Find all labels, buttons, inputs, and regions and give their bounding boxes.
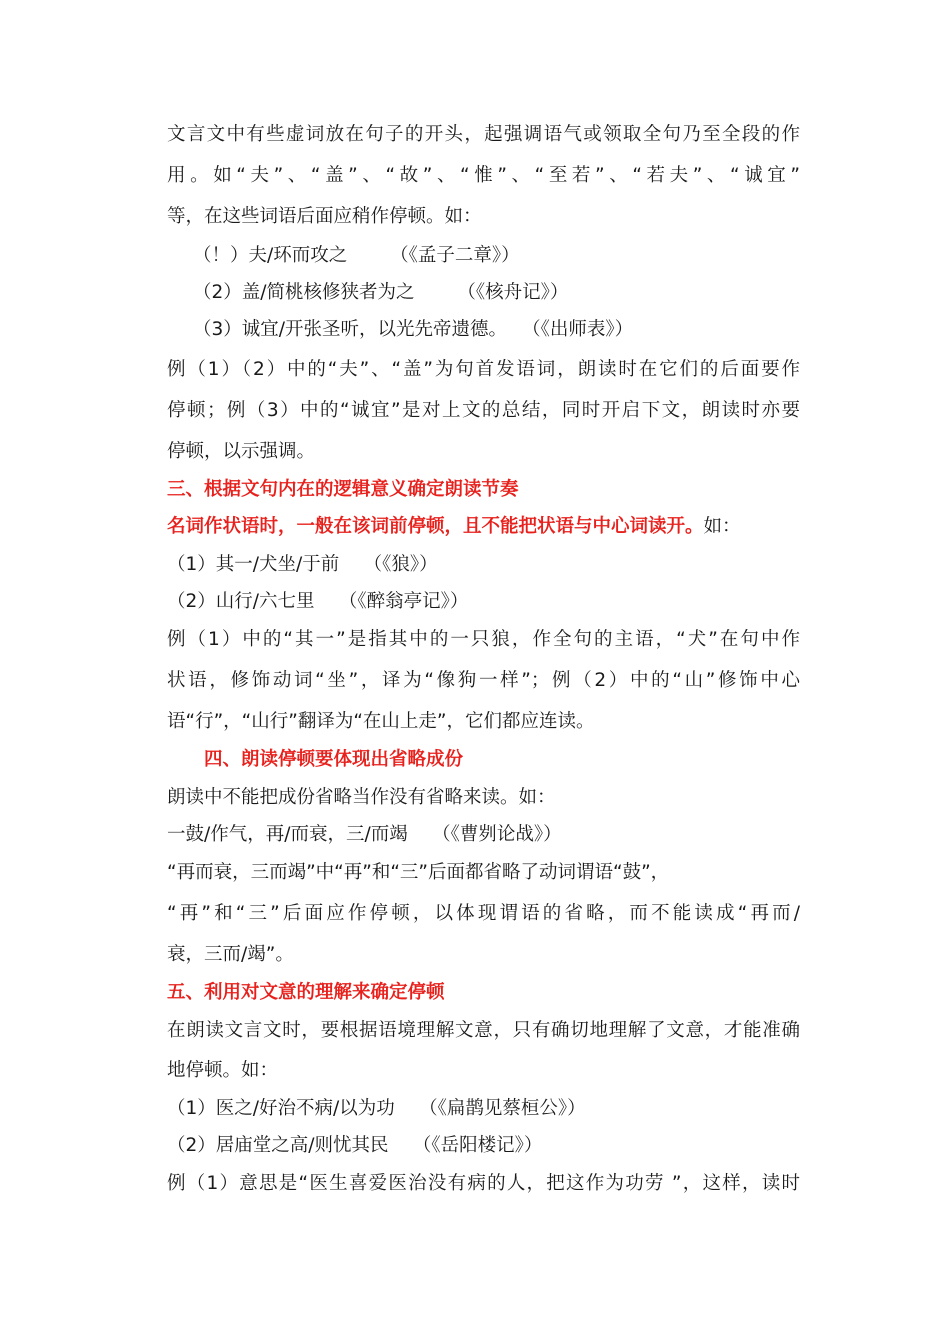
paragraph-line: 例（1）（2）中的“夫”、“盖”为句首发语词，朗读时在它们的后面要作 xyxy=(167,359,800,380)
example-line: （2）山行/六七里 （《醉翁亭记》） xyxy=(167,591,469,612)
paragraph-line: 状语，修饰动词“坐”，译为“像狗一样”；例（2）中的“山”修饰中心 xyxy=(167,670,800,691)
paragraph-line: 停顿，以示强调。 xyxy=(167,441,316,462)
paragraph-line: 停顿；例（3）中的“诚宜”是对上文的总结，同时开启下文，朗读时亦要 xyxy=(167,400,800,421)
example-line: 一鼓/作气，再/而衰，三/而竭 （《曹刿论战》） xyxy=(167,824,562,845)
example-line: （1）医之/好治不病/以为功 （《扁鹊见蔡桓公》） xyxy=(167,1098,586,1119)
paragraph-line: 文言文中有些虚词放在句子的开头，起强调语气或领取全句乃至全段的作 xyxy=(167,124,800,145)
example-line: （2）盖/简桃核修狭者为之 （《核舟记》） xyxy=(193,282,569,303)
paragraph-line: 等，在这些词语后面应稍作停顿。如： xyxy=(167,206,482,227)
example-line: （3）诚宜/开张圣听，以光先帝遗德。 （《出师表》） xyxy=(193,319,634,340)
rule-suffix: 如： xyxy=(703,516,741,537)
rule-line xyxy=(167,515,741,539)
paragraph-line: 例（1）中的“其一”是指其中的一只狼，作全句的主语，“犬”在句中作 xyxy=(167,629,800,650)
paragraph-line: 用。如“夫”、“盖”、“故”、“惟”、“至若”、“若夫”、“诚宜” xyxy=(167,165,800,186)
example-line: （！）夫/环而攻之 （《孟子二章》） xyxy=(193,245,520,266)
paragraph-line: 语“行”，“山行”翻译为“在山上走”，它们都应连读。 xyxy=(167,711,595,732)
example-line: （1）其一/犬坐/于前 （《狼》） xyxy=(167,554,438,575)
paragraph-line: “再而衰，三而竭”中“再”和“三”后面都省略了动词谓语“鼓”， xyxy=(167,862,670,883)
paragraph-line: 朗读中不能把成份省略当作没有省略来读。如： xyxy=(167,787,556,808)
rule-statement: 名词作状语时，一般在该词前停顿，且不能把状语与中心词读开。 xyxy=(167,516,704,537)
paragraph-line: “再”和“三”后面应作停顿，以体现谓语的省略，而不能读成“再而/ xyxy=(167,903,800,924)
paragraph-line: 衰，三而/竭”。 xyxy=(167,944,294,965)
section-heading: 五、利用对文意的理解来确定停顿 xyxy=(167,982,445,1003)
section-heading: 四、朗读停顿要体现出省略成份 xyxy=(204,749,464,770)
paragraph-line: 在朗读文言文时，要根据语境理解文意，只有确切地理解了文意，才能准确 xyxy=(167,1020,800,1041)
example-line: （2）居庙堂之高/则忧其民 （《岳阳楼记》） xyxy=(167,1135,543,1156)
paragraph-line: 地停顿。如： xyxy=(167,1060,279,1081)
section-heading: 三、根据文句内在的逻辑意义确定朗读节奏 xyxy=(167,479,519,500)
paragraph-line: 例（1）意思是“医生喜爱医治没有病的人，把这作为功劳 ”，这样，读时 xyxy=(167,1173,800,1194)
